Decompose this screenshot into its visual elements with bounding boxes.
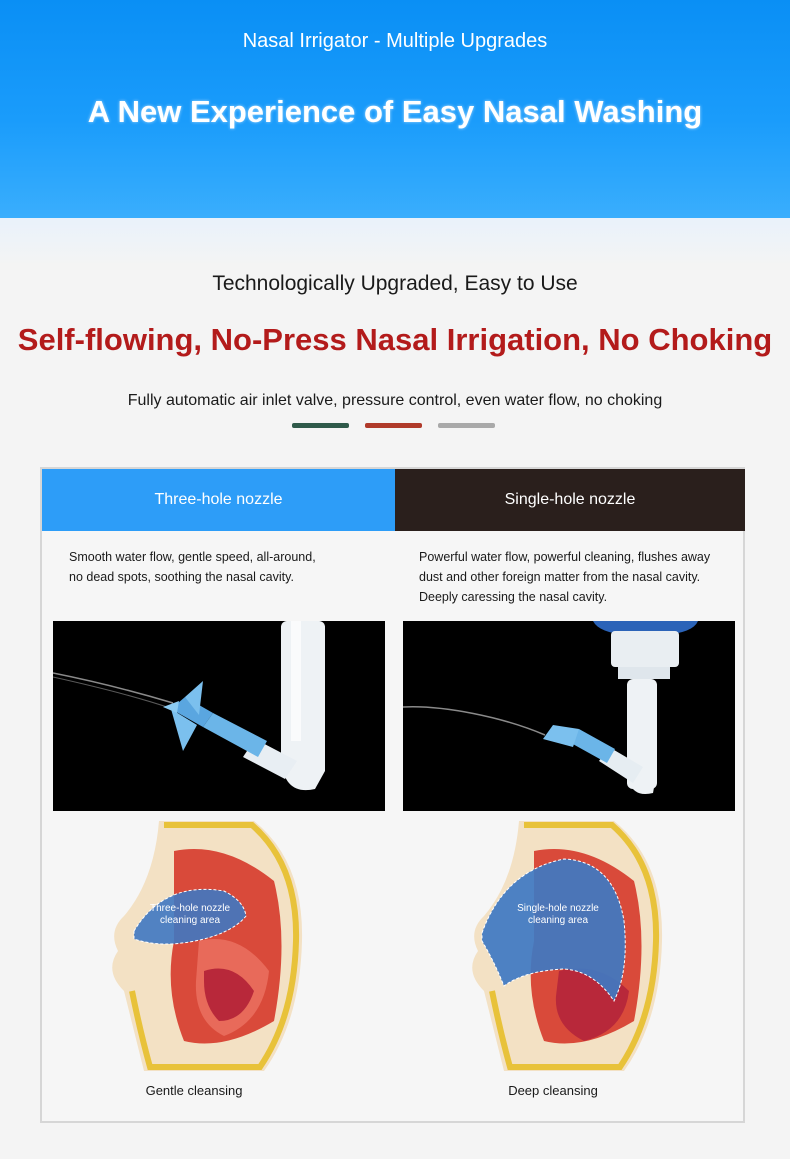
single-hole-area-label: Single-hole nozzle <box>517 903 599 914</box>
three-hole-description <box>69 547 316 587</box>
hero-subtitle: Nasal Irrigator - Multiple Upgrades <box>242 30 548 52</box>
three-hole-description-line: no dead spots, soothing the nasal cavity. <box>69 570 294 584</box>
single-hole-area-label: cleaning area <box>527 915 589 926</box>
tab-three-hole-nozzle: Three-hole nozzle <box>42 469 395 531</box>
section-headline: Self-flowing, No-Press Nasal Irrigation, No Choking <box>17 322 773 357</box>
single-hole-description-line: Powerful water flow, powerful cleaning, flushes away <box>419 550 711 564</box>
divider-dash-gray <box>438 423 495 428</box>
section-subtitle: Technologically Upgraded, Easy to Use <box>212 272 578 295</box>
single-hole-description-line: Deeply caressing the nasal cavity. <box>419 590 608 604</box>
three-hole-description-line: Smooth water flow, gentle speed, all-around, <box>69 550 316 564</box>
hero-banner <box>0 0 790 218</box>
single-hole-caption: Deep cleansing <box>508 1083 598 1098</box>
single-hole-nozzle-photo <box>403 621 735 811</box>
hero-reflection <box>0 218 790 266</box>
three-hole-caption: Gentle cleansing <box>145 1083 243 1098</box>
tab-single-hole-nozzle: Single-hole nozzle <box>395 469 745 531</box>
hero-title: A New Experience of Easy Nasal Washing <box>87 94 703 129</box>
section-description: Fully automatic air inlet valve, pressure control, even water flow, no choking <box>127 392 663 409</box>
hero-ghost-text <box>0 64 4 79</box>
three-hole-cleaning-area-diagram <box>104 821 344 1071</box>
three-hole-area-label: cleaning area <box>159 915 221 926</box>
single-hole-description <box>419 547 710 607</box>
single-hole-description-line: dust and other foreign matter from the nasal cavity. <box>419 570 701 584</box>
single-hole-cleaning-area-diagram <box>464 821 704 1071</box>
divider-dash-green <box>292 423 349 428</box>
three-hole-area-label: Three-hole nozzle <box>149 903 231 914</box>
three-hole-nozzle-photo <box>53 621 385 811</box>
nozzle-comparison-panel <box>40 467 745 1123</box>
divider-dash-red <box>365 423 422 428</box>
